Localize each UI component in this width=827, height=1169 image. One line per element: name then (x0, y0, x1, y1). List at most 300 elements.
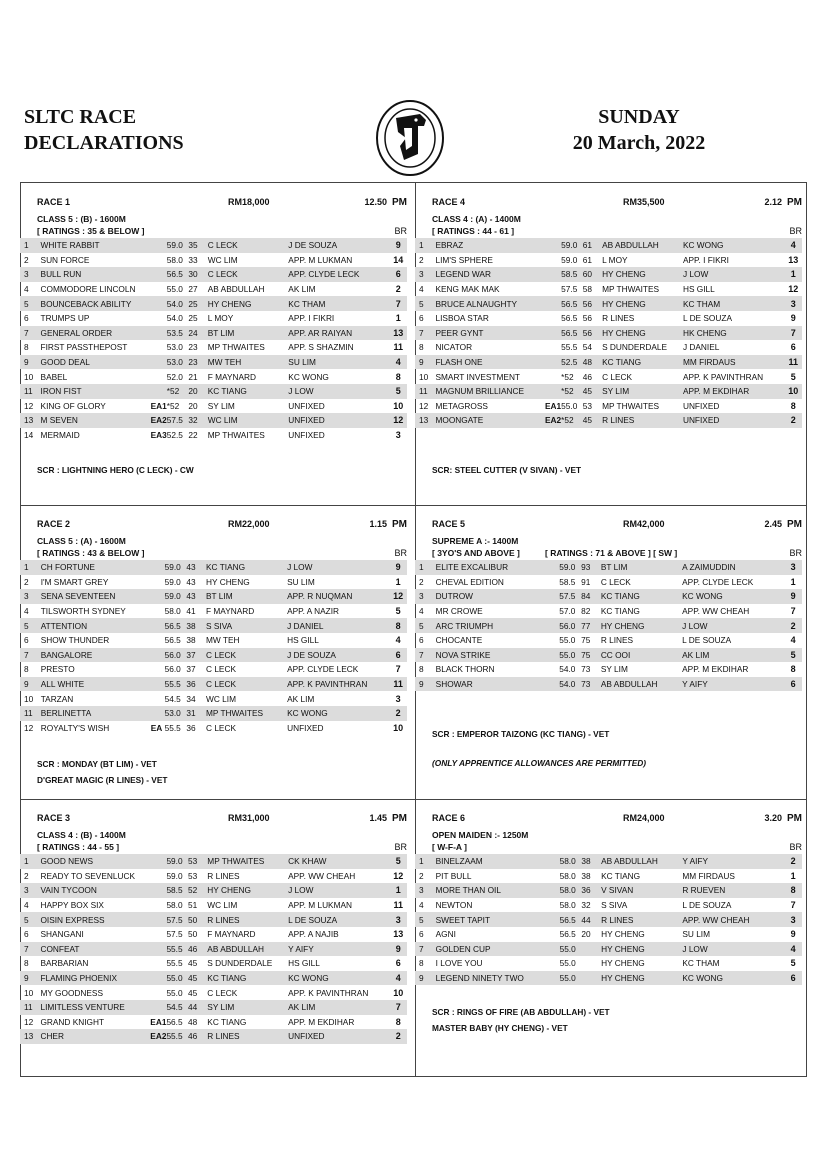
rating (581, 942, 601, 957)
rating: 35 (188, 238, 207, 253)
horse-name: OISIN EXPRESS (40, 912, 150, 927)
weight: 54.0 (166, 313, 183, 324)
horse-name: BERLINETTA (41, 706, 151, 721)
runner-row (20, 428, 407, 443)
runner-row (415, 618, 802, 633)
trainer-name: HY CHENG (601, 929, 645, 940)
runner-row (415, 956, 802, 971)
horse-name: COMMODORE LINCOLN (40, 284, 136, 295)
runner-number: 5 (20, 912, 40, 927)
trainer-name: R LINES (207, 912, 288, 927)
emergency-tag (546, 677, 560, 692)
race-day: SUNDAY (598, 106, 680, 128)
runner-number: 13 (415, 413, 435, 428)
runner-row (20, 340, 407, 355)
runner-row (20, 883, 407, 898)
barrier-draw: 10 (784, 384, 802, 399)
weight: 57.5 (166, 912, 188, 927)
weight: 55.0 (166, 971, 188, 986)
horse-name: MR CROWE (435, 606, 483, 617)
title-line-2: DECLARATIONS (24, 132, 184, 154)
trainer-name: AB ABDULLAH (601, 677, 682, 692)
barrier-draw: 13 (788, 254, 799, 265)
runner-row (20, 662, 407, 677)
horse-name: AGNI (435, 929, 456, 940)
emergency-tag (151, 238, 167, 253)
horse-name: HAPPY BOX SIX (40, 900, 104, 911)
race-number: RACE 4 (432, 197, 466, 207)
rating: 32 (581, 900, 591, 911)
horse-name: MY GOODNESS (40, 987, 103, 998)
trainer-name: HY CHENG (206, 576, 250, 587)
trainer-name: HY CHENG (601, 942, 682, 957)
runner-row (20, 854, 407, 869)
jockey-name: J LOW (288, 883, 389, 898)
runner-row (20, 267, 407, 282)
jockey-name: J DE SOUZA (287, 648, 389, 663)
emergency-tag (151, 706, 165, 721)
barrier-draw: 9 (790, 929, 796, 940)
emergency-tag (151, 311, 167, 326)
trainer-name: C LECK (208, 267, 289, 282)
emergency-tag (546, 575, 560, 590)
horse-name: GOOD DEAL (41, 355, 151, 370)
runner-row (20, 869, 407, 884)
emergency-tag (546, 869, 560, 884)
runner-number: 2 (419, 870, 424, 881)
jockey-name: J DANIEL (682, 342, 720, 353)
weight: 56.5 (166, 1016, 183, 1027)
barrier-header: BR (394, 842, 407, 852)
runner-row (20, 253, 407, 268)
runner-row (415, 589, 802, 604)
horse-name: SENA SEVENTEEN (41, 589, 151, 604)
barrier-draw: 7 (790, 900, 796, 911)
runner-row (415, 369, 802, 384)
runner-number: 12 (24, 400, 34, 411)
rating: 45 (188, 987, 198, 998)
weight: 56.5 (561, 296, 583, 311)
jockey-name: APP. M EKDIHAR (288, 1016, 355, 1027)
trainer-name: KC TIANG (207, 971, 288, 986)
runner-number: 10 (24, 371, 34, 382)
horse-name: MERMAID (40, 430, 80, 441)
trainer-name: SY LIM (602, 384, 683, 399)
jockey-name: SU LIM (287, 576, 315, 587)
jockey-name: APP. S SHAZMIN (288, 342, 354, 353)
weight: 54.0 (559, 677, 581, 692)
race-class: SUPREME A :- 1400M (432, 536, 519, 546)
barrier-draw: 7 (389, 296, 407, 311)
runner-number: 11 (415, 384, 435, 399)
runner-row (415, 413, 802, 428)
runner-row (415, 311, 802, 326)
race-prize: RM42,000 (623, 519, 665, 529)
rating: 36 (186, 677, 206, 692)
trainer-name: KC TIANG (206, 560, 287, 575)
horse-name: PRESTO (40, 664, 75, 675)
weight: 54.5 (164, 693, 181, 704)
runner-row (20, 985, 407, 1000)
jockey-name: AK LIM (288, 1000, 389, 1015)
trainer-name: S DUNDERDALE (207, 958, 273, 969)
weight: 55.5 (561, 342, 578, 353)
weight: 58.5 (561, 267, 583, 282)
horse-name: PEER GYNT (435, 326, 545, 341)
barrier-draw: 6 (395, 958, 401, 969)
race-class: CLASS 4 : (B) - 1400M (37, 830, 126, 840)
rating: 61 (582, 254, 592, 265)
trainer-name: HY CHENG (602, 296, 683, 311)
race-prize: RM18,000 (228, 197, 270, 207)
trainer-name: KC TIANG (602, 355, 683, 370)
emergency-tag (545, 296, 561, 311)
weight: 56.5 (167, 267, 189, 282)
horse-name: MOONGATE (435, 413, 545, 428)
rating: 45 (583, 413, 602, 428)
barrier-draw: 5 (395, 606, 401, 617)
trainer-name: R LINES (602, 413, 683, 428)
title-line-1: SLTC RACE (24, 106, 137, 128)
rating: 23 (188, 355, 207, 370)
horse-name: SWEET TAPIT (436, 912, 546, 927)
barrier-draw: 9 (390, 942, 408, 957)
emergency-tag: EA2 (545, 413, 561, 428)
barrier-header: BR (789, 842, 802, 852)
horse-name: MAGNUM BRILLIANCE (435, 384, 545, 399)
horse-name: ROYALTY'S WISH (40, 722, 110, 733)
jockey-name: KC WONG (683, 238, 785, 253)
weight: 55.0 (166, 987, 183, 998)
jockey-name: APP. M LUKMAN (288, 254, 353, 265)
trainer-name: HY CHENG (601, 958, 645, 969)
barrier-draw: 7 (790, 606, 796, 617)
race-number: RACE 1 (37, 197, 71, 207)
race-header (415, 813, 802, 829)
weight: 53.5 (167, 326, 189, 341)
rating: 38 (186, 618, 206, 633)
barrier-draw: 6 (784, 677, 802, 692)
horse-name: BANGALORE (41, 648, 151, 663)
trainer-name: KC TIANG (601, 589, 682, 604)
horse-name: TRUMPS UP (40, 313, 90, 324)
trainer-name: AB ABDULLAH (602, 238, 683, 253)
runner-row (20, 355, 407, 370)
trainer-name: WC LIM (207, 900, 238, 911)
runner-number: 3 (20, 267, 41, 282)
emergency-tag (545, 282, 561, 297)
runner-row (20, 296, 407, 311)
emergency-tag (151, 340, 167, 355)
trainer-name: KC TIANG (600, 606, 640, 617)
barrier-draw: 6 (389, 648, 407, 663)
rating: 27 (188, 284, 198, 295)
race-ratings: [ 3YO'S AND ABOVE ] [ RATINGS : 71 & ABOVE ] [ SW ] BR (432, 548, 802, 558)
weight: 57.5 (559, 589, 581, 604)
runner-row (20, 927, 407, 942)
weight: 59.0 (166, 854, 188, 869)
barrier-draw: 10 (393, 400, 404, 411)
runner-row (415, 677, 802, 692)
trainer-name: F MAYNARD (207, 371, 256, 382)
rating: 24 (188, 326, 207, 341)
barrier-draw: 8 (790, 400, 796, 411)
jockey-name: UNFIXED (288, 1029, 389, 1044)
jockey-name: KC WONG (682, 589, 784, 604)
race-panel (415, 519, 802, 691)
runner-number: 2 (24, 870, 29, 881)
weight: 56.0 (165, 648, 187, 663)
runner-number: 3 (415, 589, 436, 604)
runner-number: 1 (415, 854, 436, 869)
runner-row (20, 560, 407, 575)
rating: 36 (581, 883, 601, 898)
rating: 52 (188, 883, 207, 898)
rating: 77 (581, 618, 601, 633)
barrier-header: BR (789, 548, 802, 558)
runner-number: 4 (419, 284, 424, 295)
barrier-draw: 3 (784, 560, 802, 575)
emergency-tag (151, 296, 167, 311)
scratching-note: (ONLY APPRENTICE ALLOWANCES ARE PERMITTED) (432, 758, 647, 768)
barrier-draw: 1 (784, 267, 802, 282)
rating: 33 (188, 254, 198, 265)
barrier-draw: 5 (790, 371, 796, 382)
race-time: 1.15 PM (369, 519, 407, 530)
emergency-tag (151, 575, 165, 590)
jockey-name: APP. I FIKRI (682, 254, 729, 265)
horse-name: FLASH ONE (435, 355, 545, 370)
barrier-draw: 11 (389, 677, 407, 692)
horse-name: LIMITLESS VENTURE (40, 1000, 150, 1015)
jockey-name: HK CHENG (683, 326, 785, 341)
weight: 52.5 (166, 430, 183, 441)
jockey-name: UNFIXED (287, 722, 324, 733)
trainer-name: KC TIANG (207, 1016, 247, 1027)
trainer-name: C LECK (207, 987, 238, 998)
trainer-name: SY LIM (207, 400, 235, 411)
barrier-draw: 2 (784, 413, 802, 428)
horse-name: CHOCANTE (435, 635, 483, 646)
runner-row (415, 648, 802, 663)
barrier-draw: 11 (393, 900, 403, 911)
jockey-name: UNFIXED (288, 413, 389, 428)
runner-number: 4 (24, 900, 29, 911)
emergency-tag (546, 618, 560, 633)
horse-name: LISBOA STAR (435, 313, 489, 324)
trainer-name: HY CHENG (601, 971, 682, 986)
race-class: CLASS 5 : (B) - 1600M (37, 214, 126, 224)
jockey-name: APP. CLYDE LECK (287, 664, 359, 675)
trainer-name: MP THWAITES (207, 342, 265, 353)
rating: 61 (583, 238, 602, 253)
barrier-draw: 1 (390, 883, 408, 898)
weight: 55.0 (559, 958, 576, 969)
rating: 46 (582, 371, 592, 382)
runners-table (415, 560, 802, 691)
weight: 58.0 (559, 870, 576, 881)
rating: 43 (186, 560, 206, 575)
race-panel (415, 813, 802, 985)
runner-row (415, 633, 802, 648)
barrier-draw: 5 (389, 384, 407, 399)
runner-row (20, 1015, 407, 1030)
runner-number: 1 (415, 560, 436, 575)
runner-number: 2 (419, 254, 424, 265)
runner-row (20, 413, 407, 428)
emergency-tag: EA1 (150, 1016, 167, 1027)
barrier-draw: 3 (784, 296, 802, 311)
weight: 54.0 (559, 664, 576, 675)
barrier-draw: 4 (389, 355, 407, 370)
horse-name: CHER (40, 1029, 150, 1044)
runner-row (415, 604, 802, 619)
club-logo (374, 98, 446, 178)
trainer-name: C LECK (206, 722, 236, 733)
barrier-draw: 5 (390, 854, 408, 869)
race-prize: RM35,500 (623, 197, 665, 207)
runner-row (20, 575, 407, 590)
trainer-name: HY CHENG (207, 883, 288, 898)
horse-name: CHEVAL EDITION (435, 576, 504, 587)
barrier-draw: 7 (395, 664, 401, 675)
barrier-draw: 7 (784, 326, 802, 341)
horse-name: M SEVEN (41, 413, 151, 428)
jockey-name: L DE SOUZA (682, 635, 732, 646)
trainer-name: C LECK (600, 576, 631, 587)
emergency-tag (151, 253, 167, 268)
trainer-name: R LINES (207, 1029, 288, 1044)
runner-number: 1 (20, 560, 41, 575)
runner-row (415, 296, 802, 311)
rating: 30 (188, 267, 207, 282)
rating: 44 (581, 912, 601, 927)
runner-number: 9 (20, 677, 41, 692)
rating: 46 (188, 1029, 207, 1044)
weight: 53.0 (166, 342, 183, 353)
weight: 59.0 (561, 238, 583, 253)
weight: 56.5 (559, 929, 576, 940)
scratching-note: SCR : EMPEROR TAIZONG (KC TIANG) - VET (432, 729, 610, 739)
barrier-draw: 6 (389, 267, 407, 282)
trainer-name: SY LIM (600, 664, 628, 675)
barrier-draw: 3 (390, 912, 408, 927)
horse-name: GOLDEN CUP (436, 942, 546, 957)
race-ratings: [ RATINGS : 35 & BELOW ] BR (37, 226, 407, 236)
trainer-name: KC TIANG (208, 384, 289, 399)
barrier-draw: 11 (393, 342, 403, 353)
race-date (539, 104, 739, 156)
emergency-tag (546, 912, 560, 927)
barrier-draw: 10 (393, 722, 404, 733)
horse-name: BINELZAAM (436, 854, 546, 869)
trainer-name: KC TIANG (601, 870, 641, 881)
trainer-name: C LECK (206, 677, 287, 692)
jockey-name: APP. WW CHEAH (682, 606, 750, 617)
rating: 84 (581, 589, 601, 604)
trainer-name: HY CHENG (602, 267, 683, 282)
jockey-name: APP. CLYDE LECK (288, 267, 389, 282)
trainer-name: MP THWAITES (602, 400, 660, 411)
race-prize: RM24,000 (623, 813, 665, 823)
jockey-name: J LOW (682, 618, 784, 633)
runner-row (415, 912, 802, 927)
barrier-header: BR (394, 548, 407, 558)
race-prize: RM31,000 (228, 813, 270, 823)
horse-name: IRON FIST (41, 384, 151, 399)
emergency-tag (151, 560, 165, 575)
horse-name: BOUNCEBACK ABILITY (41, 296, 151, 311)
emergency-tag (150, 985, 166, 1000)
horse-name: BABEL (40, 371, 68, 382)
jockey-name: J DE SOUZA (288, 238, 389, 253)
race-number: RACE 5 (432, 519, 466, 529)
horse-name: BARBARIAN (40, 958, 89, 969)
trainer-name: MP THWAITES (206, 706, 287, 721)
runner-number: 9 (415, 355, 435, 370)
horse-name: TILSWORTH SYDNEY (40, 606, 126, 617)
horse-name: SHOW THUNDER (40, 635, 110, 646)
race-ratings: [ RATINGS : 44 - 61 ] BR (432, 226, 802, 236)
trainer-name: R LINES (601, 912, 682, 927)
rating: 44 (188, 1000, 207, 1015)
barrier-draw: 8 (395, 371, 401, 382)
rating: 53 (188, 870, 198, 881)
runner-row (20, 399, 407, 414)
scratching-note: MASTER BABY (HY CHENG) - VET (432, 1023, 568, 1033)
emergency-tag (150, 927, 166, 942)
weight: 59.0 (164, 576, 181, 587)
barrier-draw: 4 (784, 942, 802, 957)
barrier-draw: 2 (784, 854, 802, 869)
runner-row (20, 691, 407, 706)
emergency-tag (151, 677, 165, 692)
rating: 50 (188, 929, 198, 940)
page-title (24, 104, 184, 156)
weight: 58.5 (559, 576, 576, 587)
trainer-name: C LECK (602, 371, 633, 382)
jockey-name: UNFIXED (288, 400, 325, 411)
horse-name: SUN FORCE (40, 254, 90, 265)
barrier-draw: 8 (389, 618, 407, 633)
barrier-draw: 1 (395, 313, 401, 324)
emergency-tag (151, 633, 165, 648)
trainer-name: BT LIM (208, 326, 289, 341)
weight: 58.0 (559, 900, 576, 911)
weight: 56.0 (164, 664, 181, 675)
runner-number: 6 (24, 929, 29, 940)
emergency-tag (151, 369, 167, 384)
race-panel (415, 197, 802, 428)
runner-number: 4 (24, 606, 29, 617)
trainer-name: F MAYNARD (207, 929, 256, 940)
runner-row (20, 326, 407, 341)
jockey-name: AK LIM (682, 648, 784, 663)
runner-number: 9 (415, 971, 436, 986)
runner-row (415, 883, 802, 898)
weight: 58.0 (164, 606, 181, 617)
runner-number: 9 (415, 677, 436, 692)
horse-name: GENERAL ORDER (41, 326, 151, 341)
runner-row (20, 589, 407, 604)
barrier-draw: 13 (389, 326, 407, 341)
runner-row (20, 942, 407, 957)
race-panel (20, 519, 407, 735)
barrier-draw: 12 (393, 870, 404, 881)
race-header (415, 519, 802, 535)
runner-number: 4 (419, 900, 424, 911)
rating: 20 (188, 384, 207, 399)
